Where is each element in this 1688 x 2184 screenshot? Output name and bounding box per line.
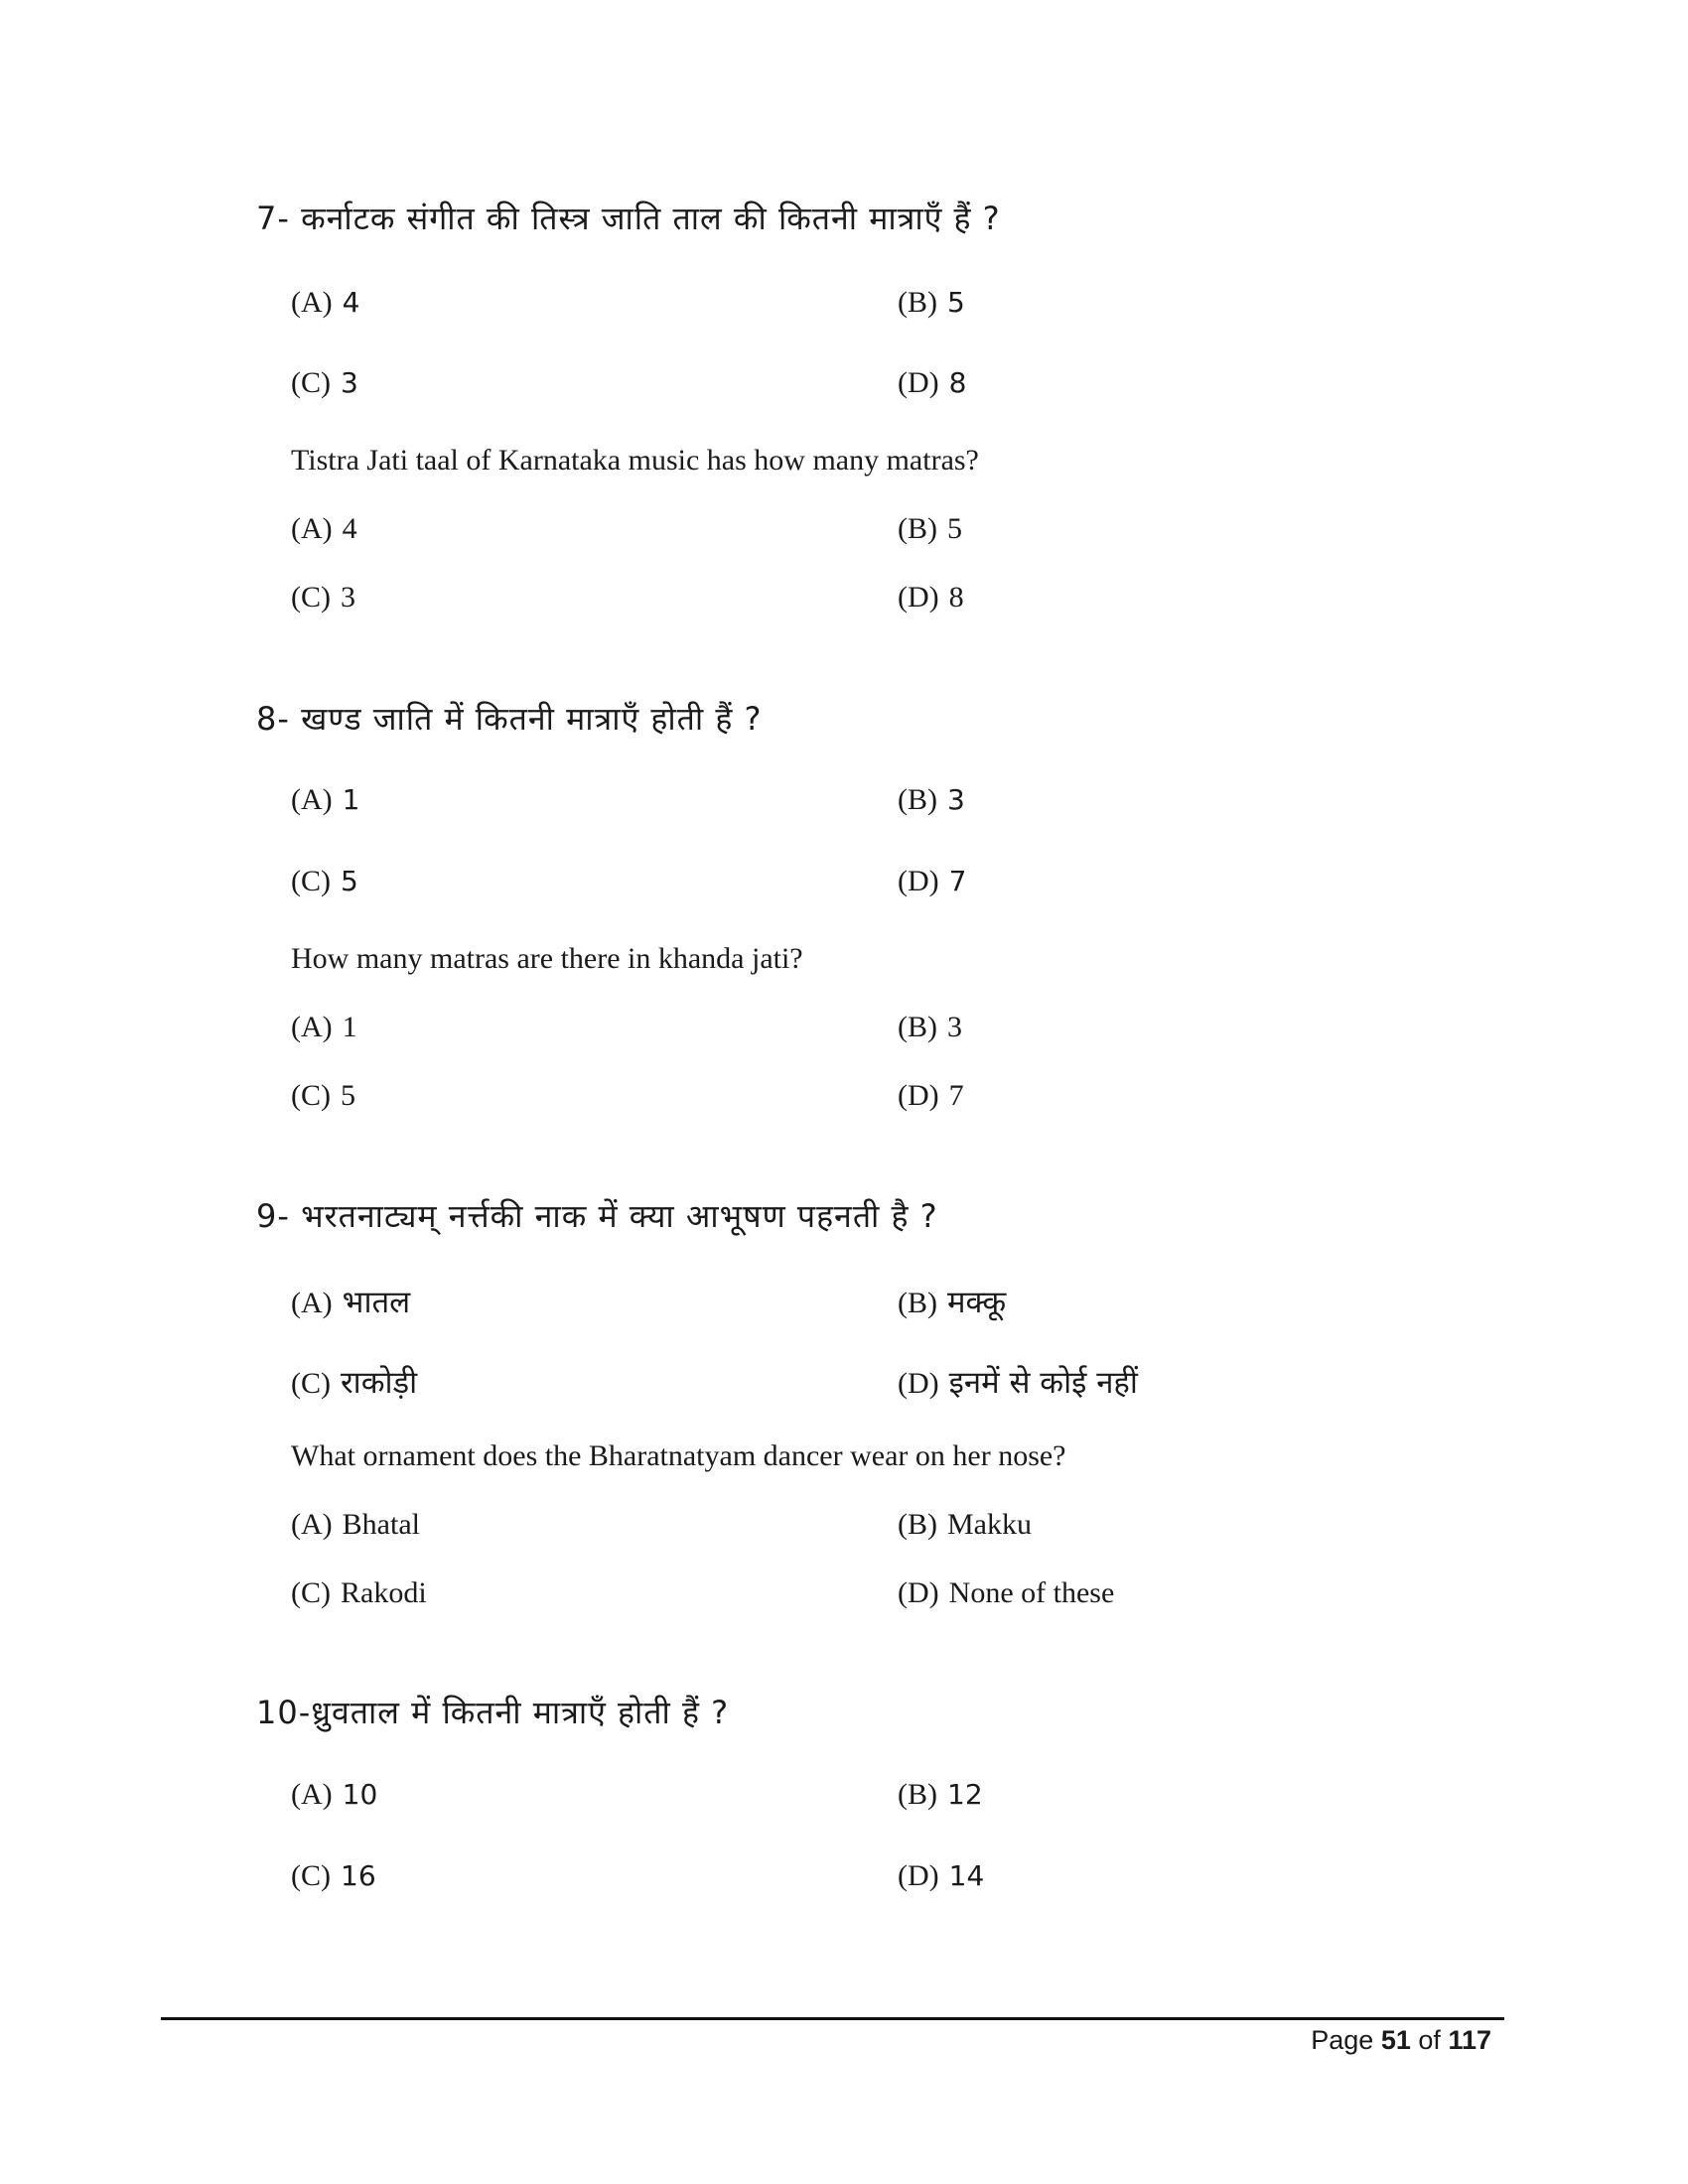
q7-hi-option-d: (D) 8 <box>898 366 967 399</box>
question-8-hindi: 8- खण्ड जाति में कितनी मात्राएँ होती हैं ? <box>256 700 763 738</box>
question-9-hindi: 9- भरतनाट्यम् नर्त्तकी नाक में क्या आभूषण पहनती है ? <box>256 1197 938 1235</box>
q10-hi-option-c: (C) 16 <box>291 1859 376 1892</box>
q8-en-option-d: (D) 7 <box>898 1079 964 1112</box>
q8-hi-option-d: (D) 7 <box>898 865 967 897</box>
q7-en-option-c: (C) 3 <box>291 581 355 614</box>
q9-en-option-c: (C) Rakodi <box>291 1576 427 1609</box>
question-8-english: How many matras are there in khanda jati? <box>291 942 803 975</box>
q9-en-option-a: (A) Bhatal <box>291 1508 420 1541</box>
q8-en-option-b: (B) 3 <box>898 1011 962 1043</box>
total-pages: 117 <box>1448 2025 1491 2055</box>
q9-hi-option-a: (A) भातल <box>291 1285 411 1320</box>
q9-hi-option-d: (D) इनमें से कोई नहीं <box>898 1365 1138 1401</box>
of-word: of <box>1418 2025 1441 2055</box>
q7-en-option-a: (A) 4 <box>291 512 357 545</box>
q7-en-option-d: (D) 8 <box>898 581 964 614</box>
q10-hi-option-b: (B) 12 <box>898 1778 983 1811</box>
q9-hi-option-c: (C) राकोड़ी <box>291 1365 418 1401</box>
q8-en-option-a: (A) 1 <box>291 1011 357 1043</box>
q9-hi-option-b: (B) मक्कू <box>898 1285 1007 1320</box>
q8-hi-option-b: (B) 3 <box>898 783 965 816</box>
q7-en-option-b: (B) 5 <box>898 512 962 545</box>
question-10-hindi: 10-ध्रुवताल में कितनी मात्राएँ होती हैं ? <box>256 1694 730 1731</box>
q7-hi-option-c: (C) 3 <box>291 366 358 399</box>
q9-en-option-b: (B) Makku <box>898 1508 1032 1541</box>
page-word: Page <box>1311 2025 1374 2055</box>
current-page: 51 <box>1380 2025 1411 2055</box>
q7-hi-option-a: (A) 4 <box>291 286 360 319</box>
q10-hi-option-a: (A) 10 <box>291 1778 378 1811</box>
q10-hi-option-d: (D) 14 <box>898 1859 985 1892</box>
question-9-english: What ornament does the Bharatnatyam dancer wear on her nose? <box>291 1439 1066 1472</box>
q8-hi-option-c: (C) 5 <box>291 865 358 897</box>
question-7-english: Tistra Jati taal of Karnataka music has how many matras? <box>291 444 979 477</box>
q8-en-option-c: (C) 5 <box>291 1079 355 1112</box>
question-7-hindi: 7- कर्नाटक संगीत की तिस्त्र जाति ताल की कितनी मात्राएँ हैं ? <box>256 200 1001 237</box>
q8-hi-option-a: (A) 1 <box>291 783 360 816</box>
q9-en-option-d: (D) None of these <box>898 1576 1115 1609</box>
footer-divider <box>161 2017 1504 2020</box>
page-number <box>1311 2025 1491 2056</box>
q7-hi-option-b: (B) 5 <box>898 286 965 319</box>
